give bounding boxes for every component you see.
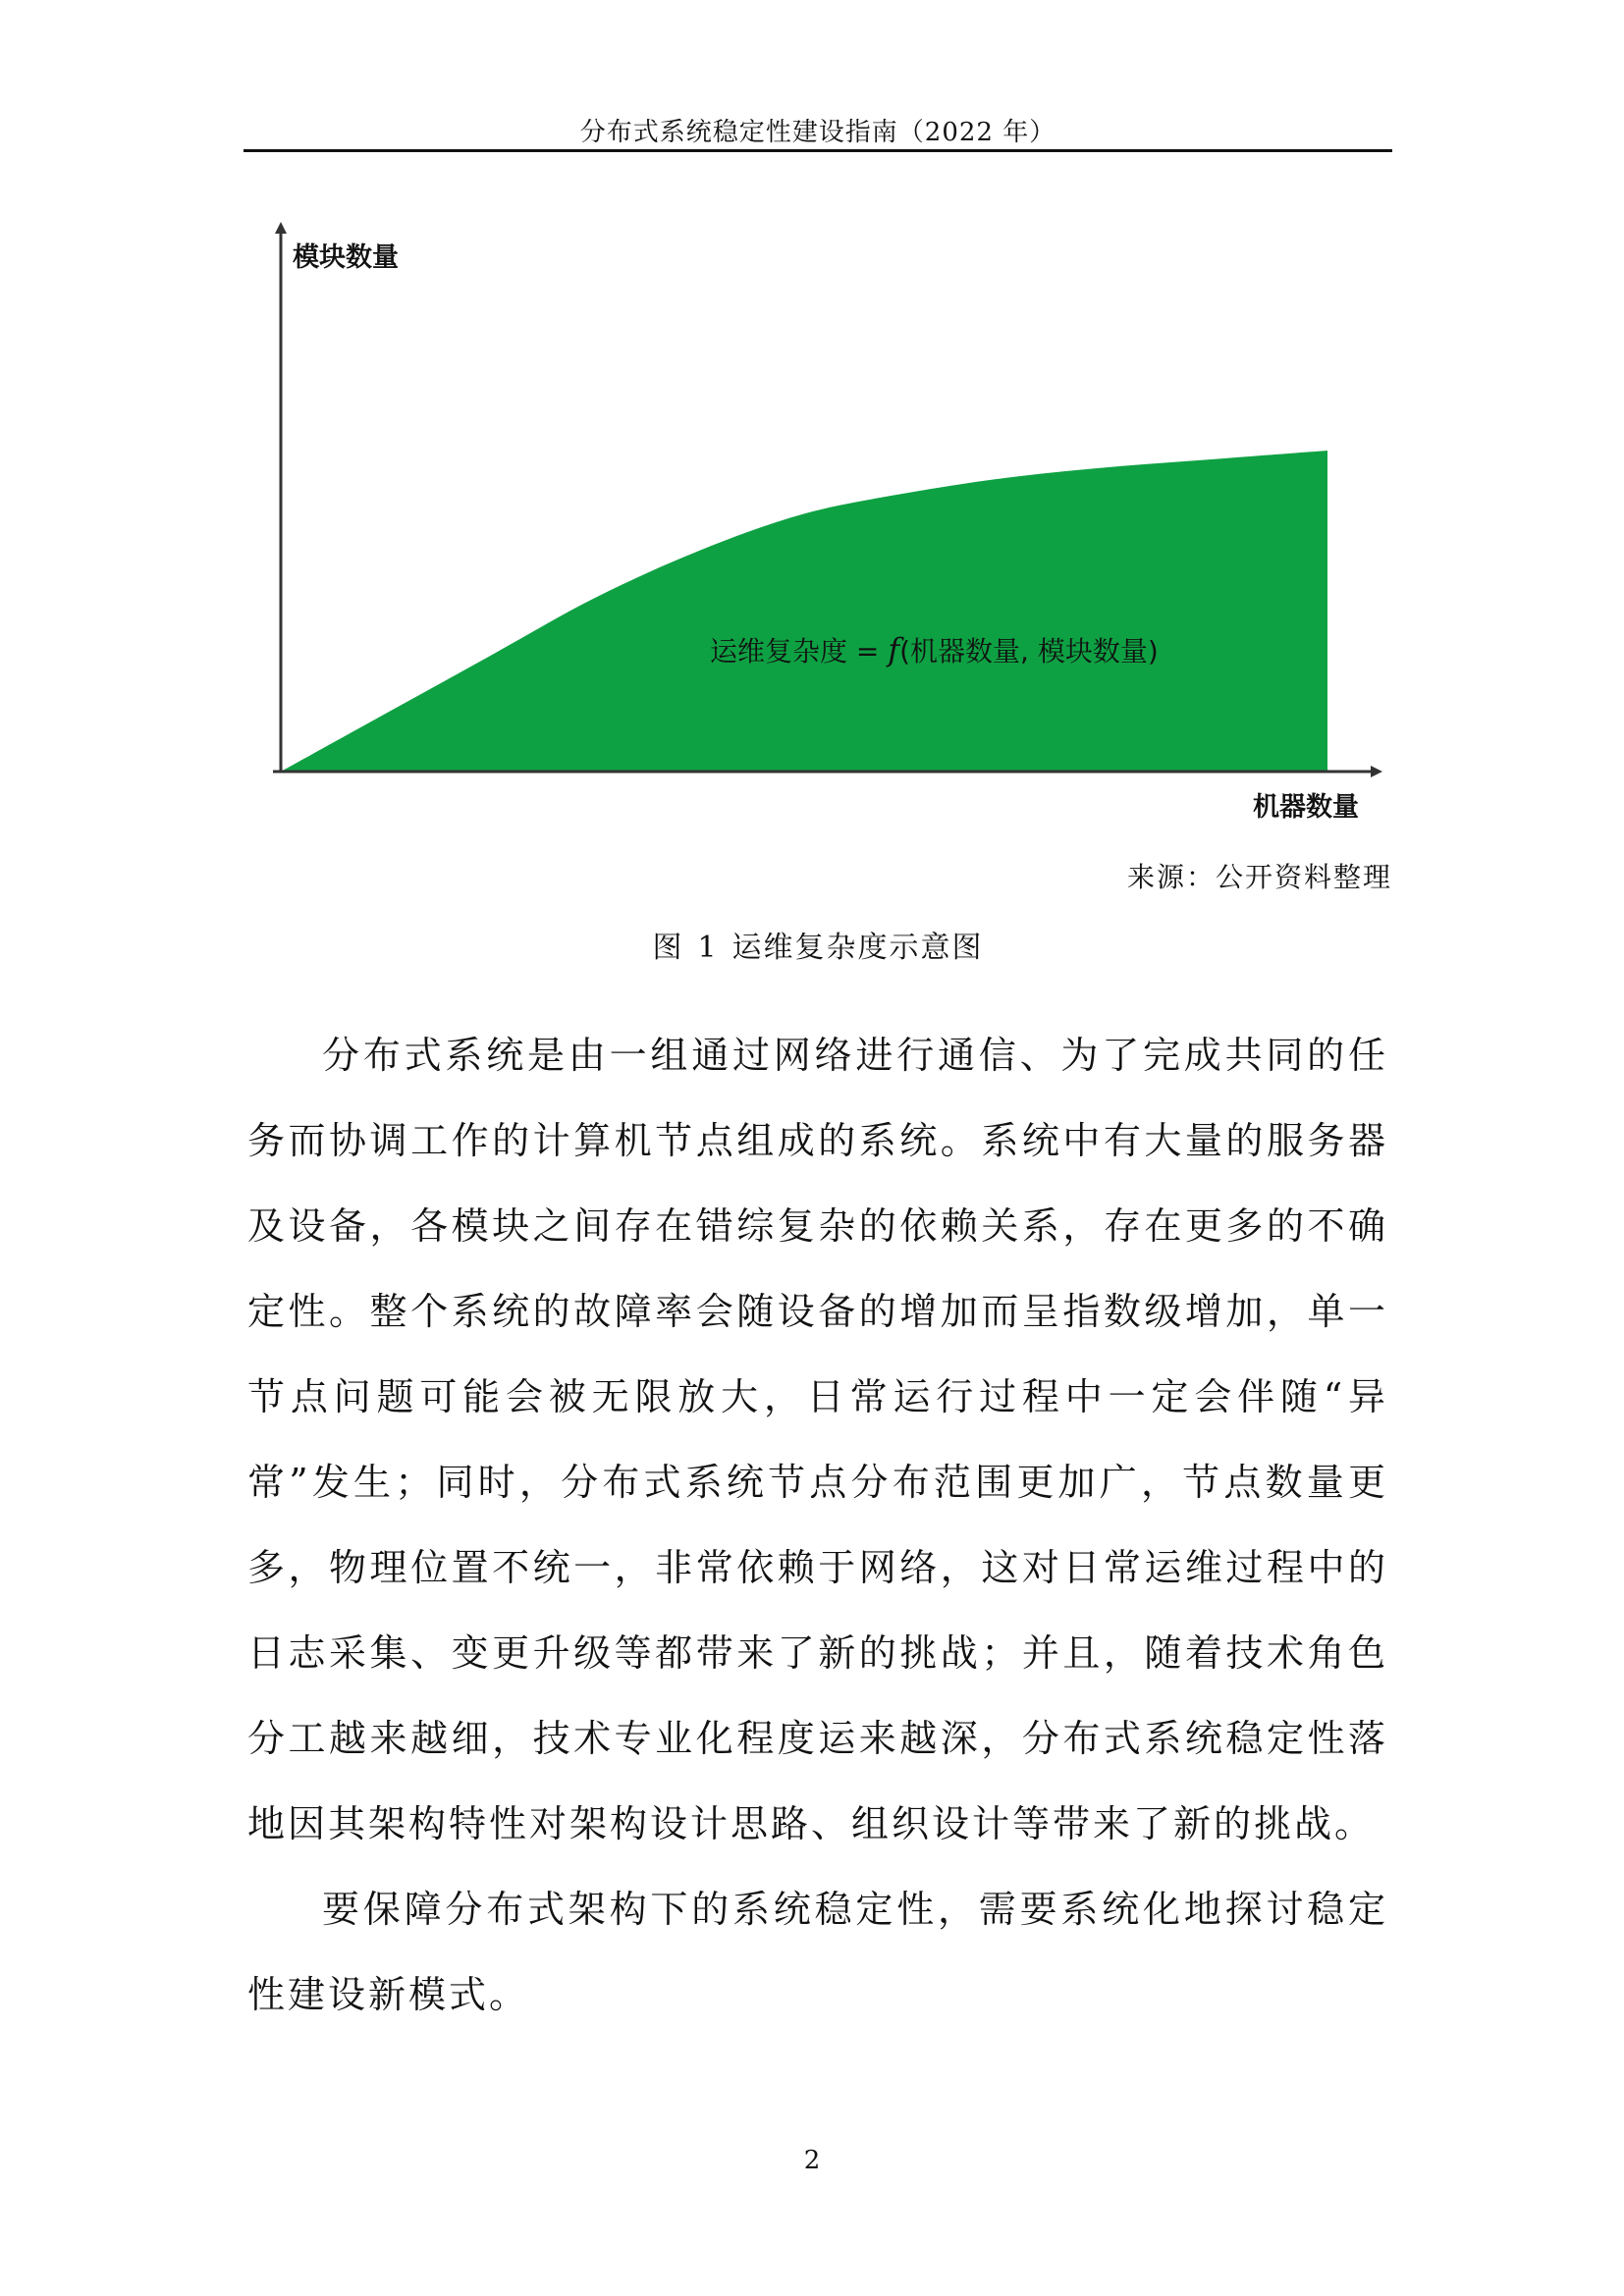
caption-prefix: 图 xyxy=(652,931,684,965)
complexity-area xyxy=(281,451,1327,772)
complexity-chart xyxy=(244,216,1392,844)
caption-text: 运维复杂度示意图 xyxy=(731,931,984,965)
caption-number: 1 xyxy=(697,931,719,965)
formula-args: (机器数量, 模块数量) xyxy=(899,635,1159,667)
paragraph: 要保障分布式架构下的系统稳定性，需要系统化地探讨稳定性建设新模式。 xyxy=(247,1888,1388,2016)
y-axis-label: 模块数量 xyxy=(293,242,399,273)
header-rule xyxy=(244,149,1392,152)
figure-source: 来源：公开资料整理 xyxy=(1126,861,1392,893)
complexity-formula xyxy=(710,630,1159,669)
complexity-figure xyxy=(244,216,1392,844)
formula-function: f xyxy=(888,631,900,668)
running-header: 分布式系统稳定性建设指南（2022 年） xyxy=(579,118,1056,147)
body-text xyxy=(247,1013,1388,2038)
figure-caption xyxy=(244,923,1392,966)
paragraph: 分布式系统是由一组通过网络进行通信、为了完成共同的任务而协调工作的计算机节点组成的系统。系统中有大量的服务器及设备，各模块之间存在错综复杂的依赖关系，存在更多的不确定性。整个系统的故障率会随设备的增加而呈指数级增加，单一节点问题可能会被无限放大，日常运行过程中一定会伴随“异常”发生；同时，分布式系统节点分布范围更加广，节点数量更多，物理位置不统一，非常依赖于网络，这对日常运维过程中的日志采集、变更升级等都带来了新的挑战；并且，随着技术角色分工越来越细，技术专业化程度运来越深，分布式系统稳定性落地因其架构特性对架构设计思路、组织设计等带来了新的挑战。 xyxy=(247,1034,1388,1845)
formula-prefix: 运维复杂度 = xyxy=(710,635,889,667)
x-axis-label: 机器数量 xyxy=(1253,792,1359,823)
page-number: 2 xyxy=(803,2146,821,2175)
